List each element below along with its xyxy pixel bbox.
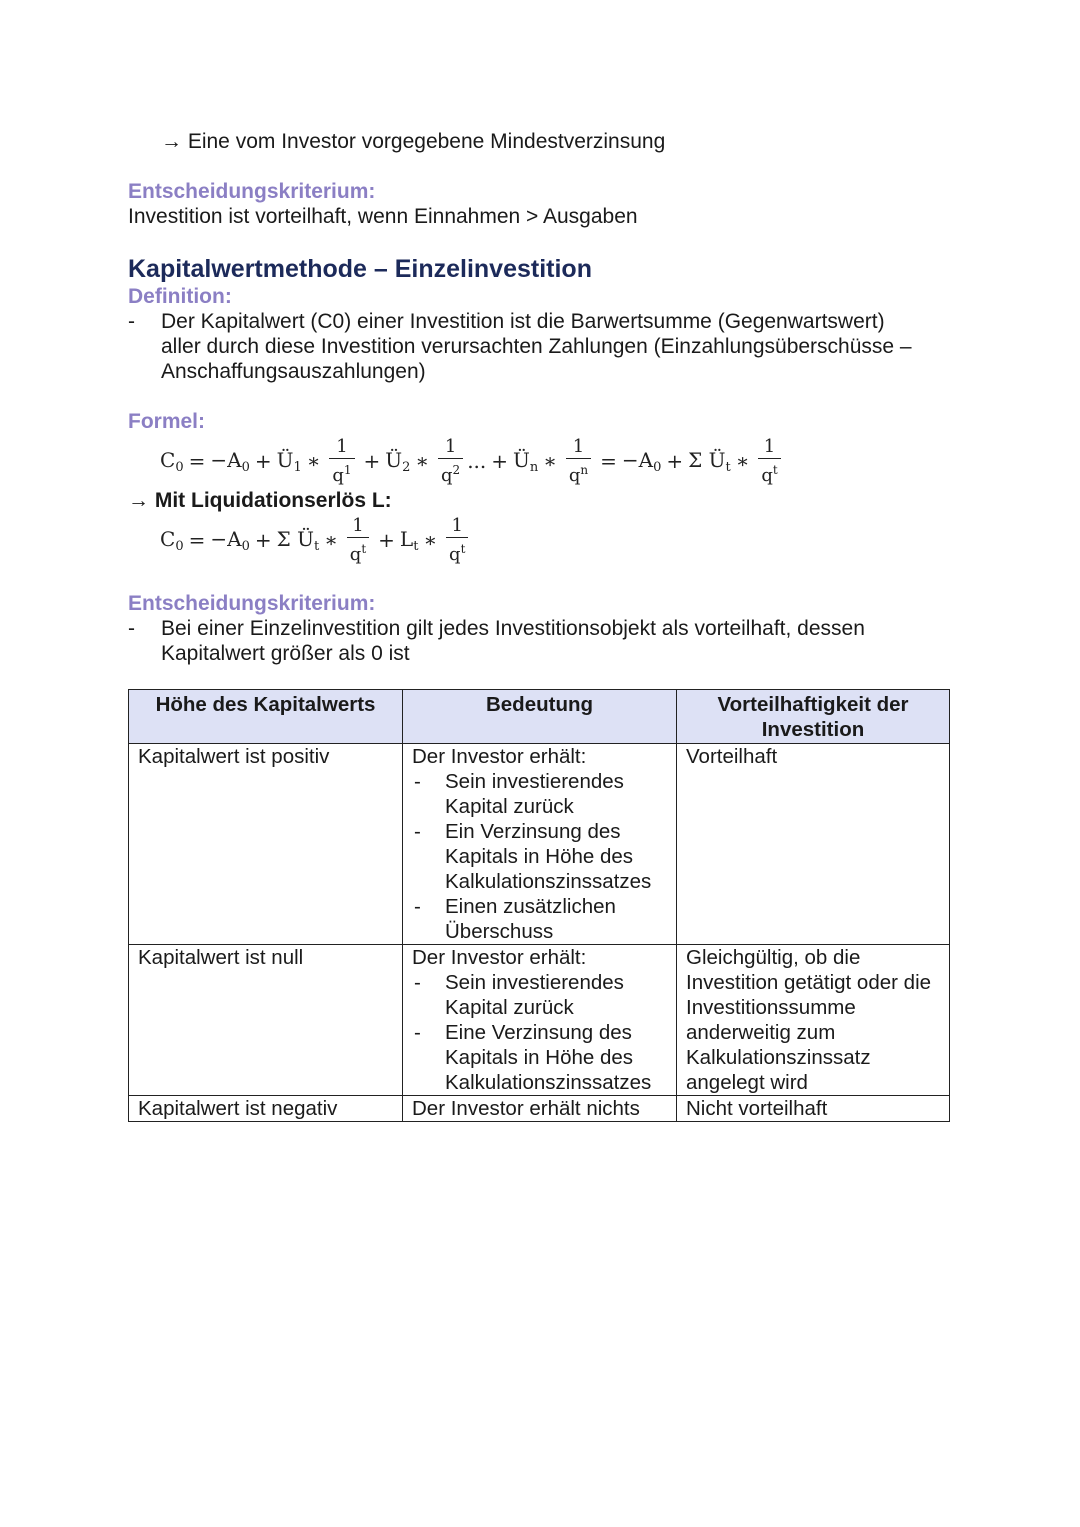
decision-label-1: Entscheidungskriterium:: [128, 180, 376, 203]
cell-meaning: [403, 945, 677, 1096]
header-level: Höhe des Kapitalwerts: [129, 690, 403, 744]
meaning-intro: Der Investor erhält:: [412, 946, 587, 969]
cell-meaning: Der Investor erhält nichts: [403, 1096, 677, 1122]
header-verdict: Vorteilhaftigkeit der Investition: [677, 690, 950, 744]
c-symbol: $C_0$: [160, 447, 184, 475]
definition-line: aller durch diese Investition verursachten Zahlungen (Einzahlungsüberschüsse –: [161, 335, 912, 358]
table-header-row: [129, 690, 950, 744]
header-meaning: Bedeutung: [403, 690, 677, 744]
liquidation-formula: $C_0$ = $-A_0$ + Σ $Ü_t$ ∗ $\frac{1}{q^t}$ + $L_t$ ∗ $\frac{1}{q^t}$: [160, 511, 472, 569]
fraction: $\frac{1}{q^t}$: [446, 515, 468, 566]
list-item: - Sein investierendes Kapital zurück: [412, 769, 667, 819]
section-heading: Kapitalwertmethode – Einzelinvestition: [128, 255, 592, 283]
decision-line: Bei einer Einzelinvestition gilt jedes Investitionsobjekt als vorteilhaft, dessen: [161, 617, 865, 640]
cell-level: Kapitalwert ist null: [129, 945, 403, 1096]
list-item: - Einen zusätzlichen Überschuss: [412, 894, 667, 944]
meaning-intro: Der Investor erhält:: [412, 745, 587, 768]
fraction: $\frac{1}{q^n}$: [566, 436, 591, 487]
intro-line: → Eine vom Investor vorgegebene Mindestverzinsung: [161, 130, 666, 153]
definition-block: [0, 309, 1080, 385]
cell-meaning: [403, 744, 677, 945]
list-item: - Sein investierendes Kapital zurück: [412, 970, 667, 1020]
decision-text-1: Investition ist vorteilhaft, wenn Einnahmen > Ausgaben: [128, 205, 638, 228]
cell-level: Kapitalwert ist positiv: [129, 744, 403, 945]
table-row: [129, 945, 950, 1096]
definition-line: Der Kapitalwert (C0) einer Investition ist die Barwertsumme (Gegenwartswert): [161, 310, 885, 333]
list-item: - Ein Verzinsung des Kapitals in Höhe des Kalkulationszinssatzes: [412, 819, 667, 894]
cell-verdict: Vorteilhaft: [677, 744, 950, 945]
liquidation-label: → Mit Liquidationserlös L:: [128, 489, 392, 512]
decision-label-2: Entscheidungskriterium:: [128, 592, 376, 615]
fraction: $\frac{1}{q^t}$: [758, 436, 780, 487]
definition-label: Definition:: [128, 285, 232, 308]
decision-block: [0, 616, 1080, 668]
fraction: $\frac{1}{q^t}$: [347, 515, 369, 566]
definition-line: Anschaffungsauszahlungen): [161, 360, 426, 383]
fraction: $\frac{1}{q^1}$: [329, 436, 354, 487]
fraction: $\frac{1}{q^2}$: [438, 436, 463, 487]
list-item: - Eine Verzinsung des Kapitals in Höhe des Kalkulationszinssatzes: [412, 1020, 667, 1095]
capital-value-formula: $C_0$ = $-A_0$ + $Ü_1$ ∗ $\frac{1}{q^1}$ + $Ü_2$ ∗ $\frac{1}{q^2}$ ... + $Ü_n$ ∗ $\frac{1}{q^n}$ = $-A_0$ + Σ $Ü_t$ ∗ $\frac{1}{q^t}$: [160, 432, 785, 490]
cell-verdict: Gleichgültig, ob die Investition getätigt oder die Investitionssumme anderweitig zum Kalkulationszinssatz angelegt wird: [677, 945, 950, 1096]
cell-verdict: Nicht vorteilhaft: [677, 1096, 950, 1122]
decision-line: Kapitalwert größer als 0 ist: [161, 642, 410, 665]
definition-dash: -: [128, 310, 135, 333]
table-row: [129, 744, 950, 945]
formula-label: Formel:: [128, 410, 206, 433]
table-row: [129, 1096, 950, 1122]
decision-dash: -: [128, 617, 135, 640]
cell-level: Kapitalwert ist negativ: [129, 1096, 403, 1122]
capital-value-table: [128, 689, 950, 1122]
